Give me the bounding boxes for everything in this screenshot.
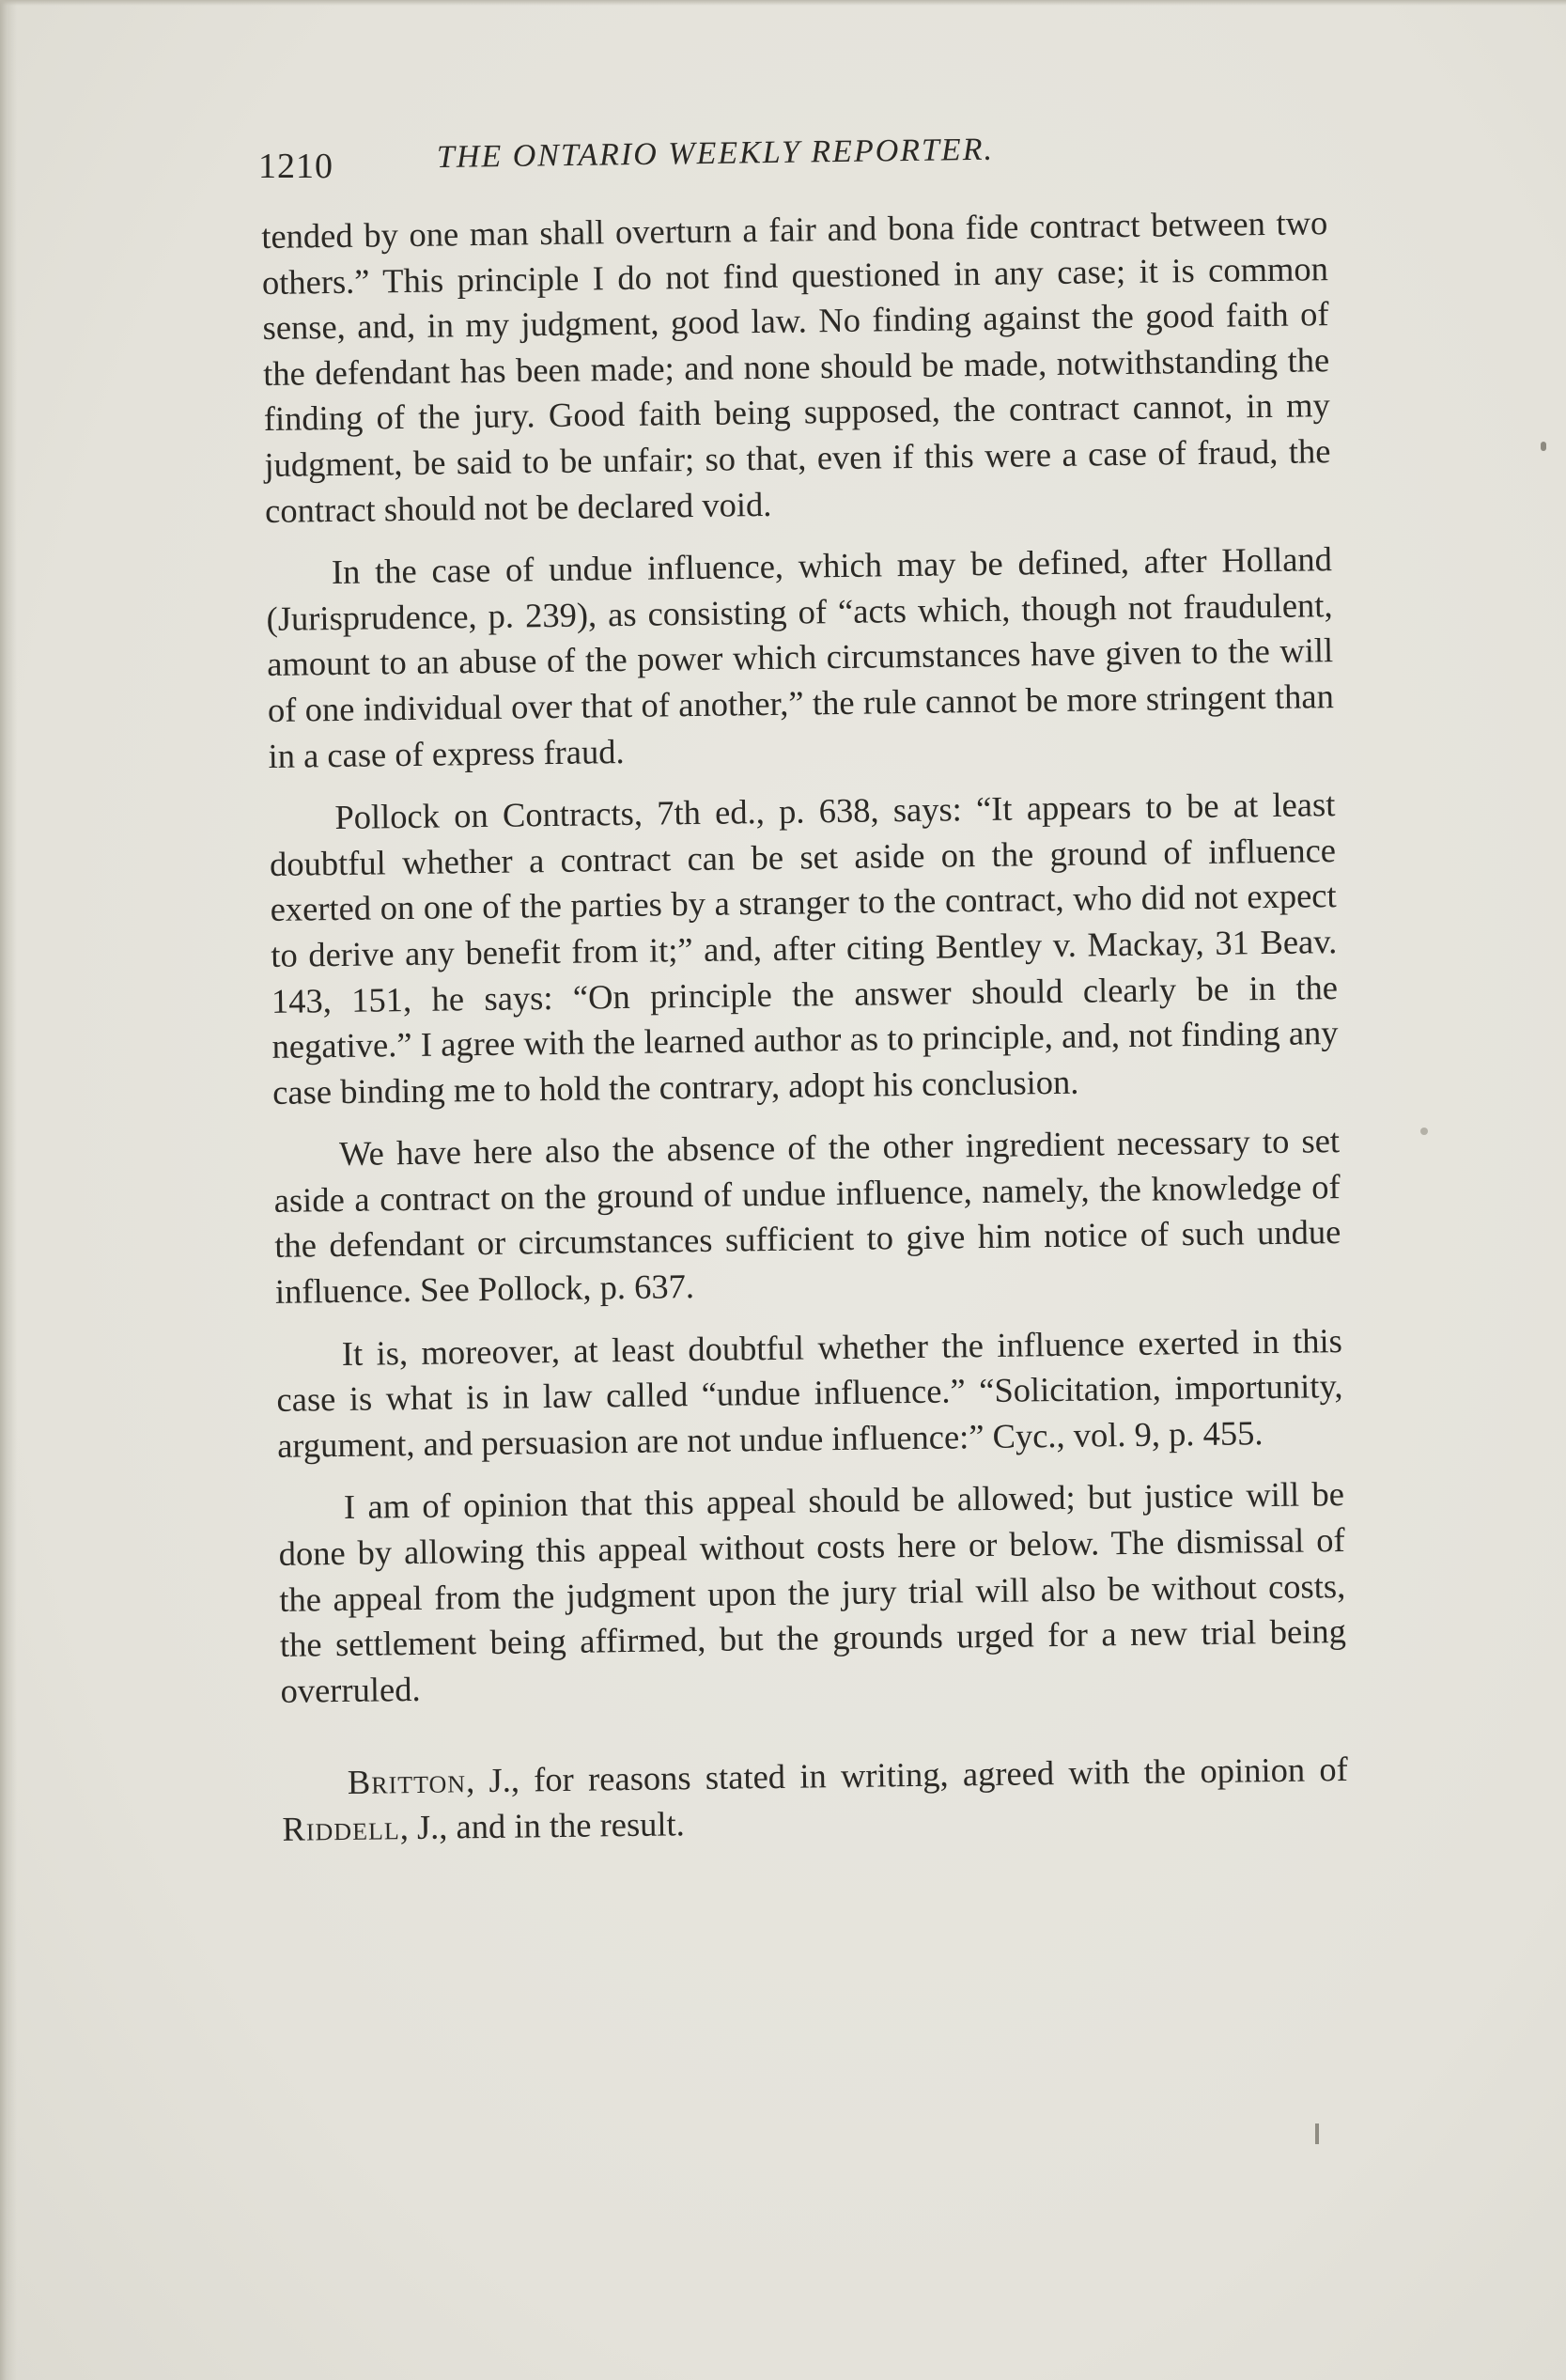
page-header: [258, 132, 1339, 193]
paragraph: We have here also the absence of the other ingredient necessary to set aside a contract on the ground of undue influence, namely, the knowledge of the defendant or circumstances sufficient to give him notice of such undue influence. See Pollock, p. 637.: [273, 1121, 1341, 1311]
paragraph: It is, moreover, at least doubtful whether the influence exerted in this case is what is in law called “undue influence.” “Solicitation, importunity, argument, and persuasion are not undue influence:” Cyc., vol. 9, p. 455.: [276, 1320, 1343, 1465]
page-number: 1210: [258, 147, 333, 186]
paragraph: tended by one man shall overturn a fair and bona fide contract between two others.” This principle I do not find questioned in any case; it is common sense, and, in my judgment, good law. No finding against the good faith of the defendant has been made; and none should be made, notwithstanding the finding of the jury. Good faith being supposed, the contract cannot, in my judgment, be said to be unfair; so that, even if this were a case of fraud, the contract should not be declared void.: [261, 203, 1331, 530]
final-paragraph-text: , J., and in the result.: [399, 1804, 686, 1847]
judge-name: Britton: [347, 1761, 467, 1802]
speck-mark: [1315, 2123, 1319, 2144]
running-head: THE ONTARIO WEEKLY REPORTER.: [436, 132, 995, 175]
final-paragraph: [282, 1747, 1349, 1852]
speck-mark: [1420, 1128, 1428, 1135]
paragraph: In the case of undue influence, which may be defined, after Holland (Jurisprudence, p. 239), as consisting of “acts which, though not fraudulent, amount to an abuse of the power which circumstances have given to the will of one individual over that of another,” the rule cannot be more stringent than in a case of express fraud.: [266, 539, 1335, 775]
judge-name: Riddell: [282, 1808, 400, 1848]
final-paragraph-text: , J., for reasons stated in writing, agreed with the opinion of: [465, 1750, 1349, 1800]
paragraph: I am of opinion that this appeal should be allowed; but justice will be done by allowing this appeal without costs here or below. The dismissal of the appeal from the judgment upon the jury trial will also be without costs, the settlement being affirmed, but the grounds urged for a new trial being overruled.: [278, 1474, 1347, 1710]
paragraph: Pollock on Contracts, 7th ed., p. 638, says: “It appears to be at least doubtful whether a contract can be set aside on the ground of influence exerted on one of the parties by a stranger to the contract, who did not expect to derive any benefit from it;” and, after citing Bentley v. Mackay, 31 Beav. 143, 151, he says: “On principle the answer should clearly be in the negative.” I agree with the learned author as to principle, and, not finding any case binding me to hold the contrary, adopt his conclusion.: [269, 785, 1339, 1112]
speck-mark: [1541, 442, 1546, 451]
body-text: [261, 200, 1349, 1869]
page-binding-shadow: [0, 0, 17, 2380]
page-top-shadow: [0, 0, 1566, 6]
